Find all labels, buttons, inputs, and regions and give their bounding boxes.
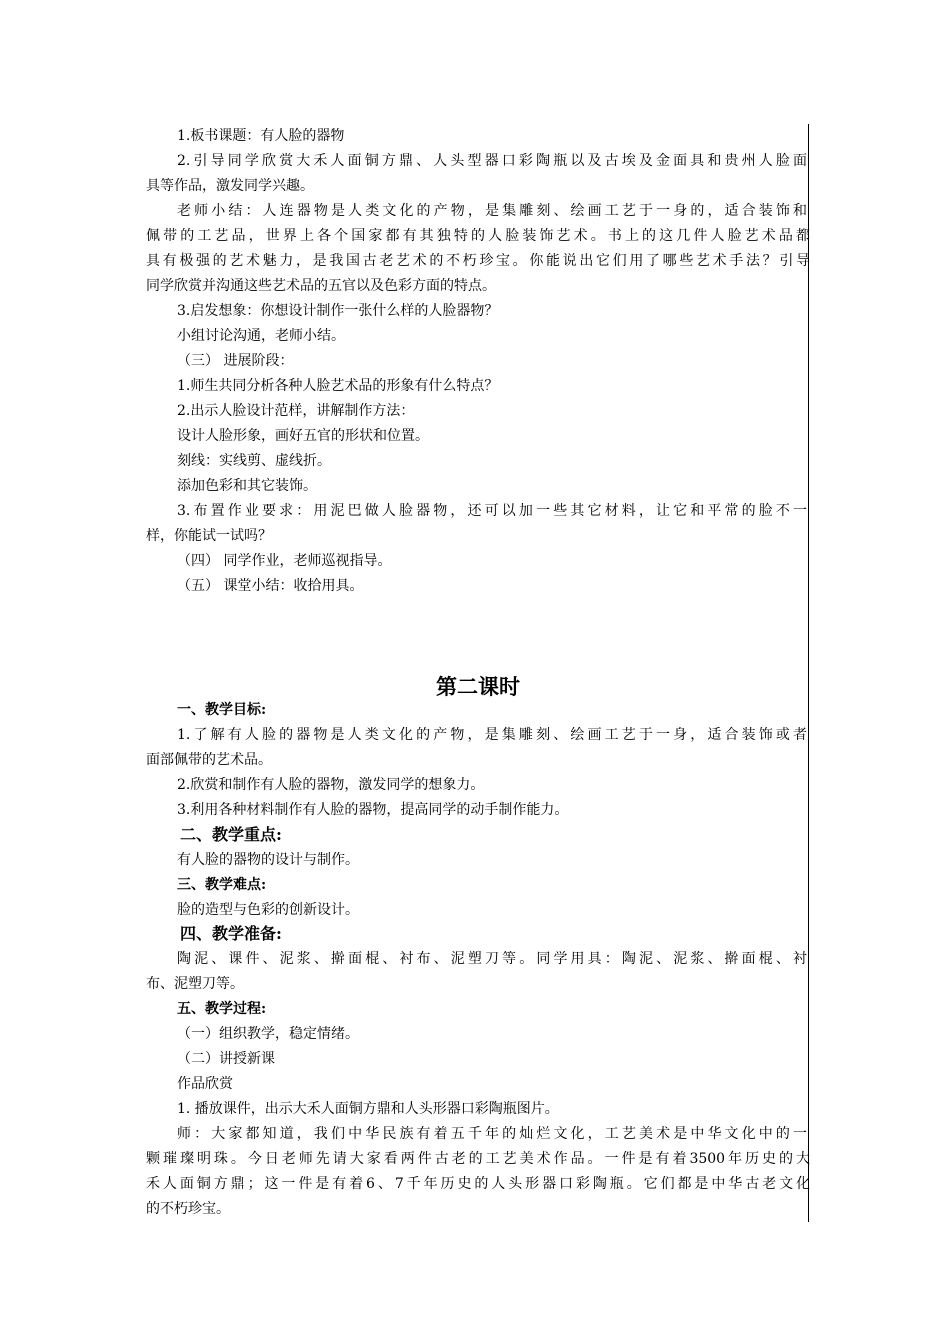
text-line: 2.引导同学欣赏大禾人面铜方鼎、人头型器口彩陶瓶以及古埃及金面具和贵州人脸面 bbox=[177, 153, 807, 169]
text-line: 布、泥塑刀等。 bbox=[146, 976, 244, 992]
subheading: 五、教学过程: bbox=[177, 1001, 267, 1017]
text-line: 1. 播放课件，出示大禾人面铜方鼎和人头形器口彩陶瓶图片。 bbox=[177, 1101, 559, 1117]
subheading: 一、教学目标: bbox=[177, 702, 267, 718]
text-line: 具等作品，激发同学兴趣。 bbox=[146, 178, 314, 194]
text-line: 佩带的工艺品，世界上各个国家都有其独特的人脸装饰艺术。书上的这几件人脸艺术品都 bbox=[146, 228, 810, 244]
text-line: （三） 进展阶段： bbox=[177, 353, 294, 369]
text-line: 2.出示人脸设计范样，讲解制作方法： bbox=[177, 403, 415, 419]
text-line: 面部佩带的艺术品。 bbox=[146, 752, 272, 768]
text-line: （一）组织教学，稳定情绪。 bbox=[177, 1026, 359, 1042]
text-line: 样，你能试一试吗？ bbox=[146, 528, 272, 544]
text-line: 设计人脸形象，画好五官的形状和位置。 bbox=[177, 428, 429, 444]
text-line: 小组讨论沟通，老师小结。 bbox=[177, 328, 345, 344]
subheading: 二、教学重点: bbox=[180, 825, 282, 844]
text-line: 1.了解有人脸的器物是人类文化的产物，是集雕刻、绘画工艺于一身，适合装饰或者 bbox=[177, 727, 807, 743]
text-line: 2.欣赏和制作有人脸的器物，激发同学的想象力。 bbox=[177, 777, 485, 793]
text-line: 1.板书课题：有人脸的器物 bbox=[177, 128, 345, 144]
text-line: 具有极强的艺术魅力，是我国古老艺术的不朽珍宝。你能说出它们用了哪些艺术手法？引导 bbox=[146, 253, 810, 269]
section-title: 第二课时 bbox=[436, 674, 520, 699]
text-line: 师：大家都知道，我们中华民族有着五千年的灿烂文化，工艺美术是中华文化中的一 bbox=[177, 1126, 807, 1142]
text-line: 禾人面铜方鼎；这一件是有着6、7千年历史的人头形器口彩陶瓶。它们都是中华古老文化 bbox=[146, 1176, 810, 1192]
text-line: 3.布置作业要求：用泥巴做人脸器物，还可以加一些其它材料，让它和平常的脸不一 bbox=[177, 503, 807, 519]
subheading: 三、教学难点: bbox=[177, 877, 267, 893]
text-line: （二）讲授新课 bbox=[177, 1051, 275, 1067]
text-line: 脸的造型与色彩的创新设计。 bbox=[177, 902, 359, 918]
text-line: 添加色彩和其它装饰。 bbox=[177, 478, 317, 494]
text-line: 老师小结：人连器物是人类文化的产物，是集雕刻、绘画工艺于一身的，适合装饰和 bbox=[177, 203, 807, 219]
text-line: 3.启发想象：你想设计制作一张什么样的人脸器物？ bbox=[177, 303, 499, 319]
text-line: 1.师生共同分析各种人脸艺术品的形象有什么特点？ bbox=[177, 378, 499, 394]
text-line: 3.利用各种材料制作有人脸的器物，提高同学的动手制作能力。 bbox=[177, 802, 569, 818]
text-line: 的不朽珍宝。 bbox=[146, 1201, 230, 1217]
subheading: 四、教学准备: bbox=[180, 924, 282, 943]
text-line: 陶泥、课件、泥浆、擀面棍、衬布、泥塑刀等。同学用具：陶泥、泥浆、擀面棍、衬 bbox=[177, 951, 807, 967]
text-line: 同学欣赏并沟通这些艺术品的五官以及色彩方面的特点。 bbox=[146, 278, 496, 294]
text-line: （五） 课堂小结：收拾用具。 bbox=[177, 578, 364, 594]
text-line: 颗璀璨明珠。今日老师先请大家看两件古老的工艺美术作品。一件是有着3500年历史的大 bbox=[146, 1151, 810, 1167]
text-line: 有人脸的器物的设计与制作。 bbox=[177, 852, 359, 868]
text-line: 刻线：实线剪、虚线折。 bbox=[177, 453, 331, 469]
text-line: （四） 同学作业，老师巡视指导。 bbox=[177, 553, 392, 569]
text-line: 作品欣赏 bbox=[177, 1076, 233, 1092]
